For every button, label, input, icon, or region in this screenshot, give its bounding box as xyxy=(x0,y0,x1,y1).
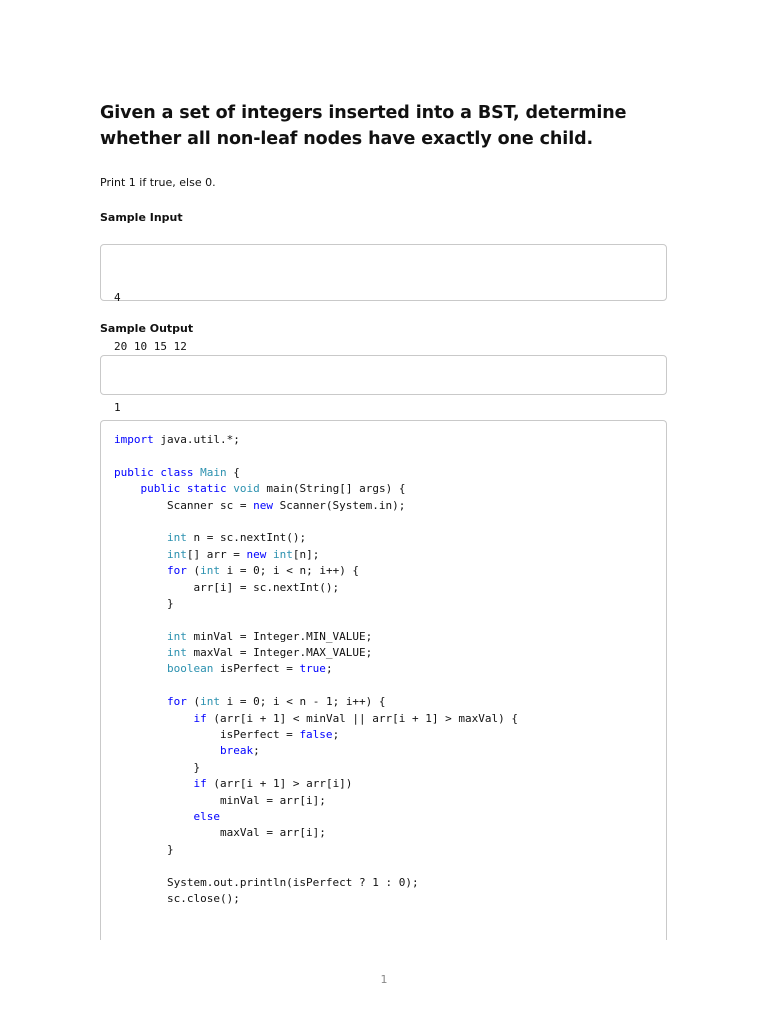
code-token: new xyxy=(246,547,267,561)
code-line xyxy=(114,776,653,792)
code-token: int xyxy=(272,547,293,561)
problem-statement: Print 1 if true, else 0. xyxy=(100,176,216,189)
code-token xyxy=(114,531,167,544)
code-token: true xyxy=(299,662,326,676)
code-token: int xyxy=(200,695,220,709)
code-token xyxy=(114,482,141,495)
code-line xyxy=(114,825,653,841)
code-token: ( xyxy=(186,695,201,709)
code-token: boolean xyxy=(166,662,214,676)
code-token: int xyxy=(200,564,220,578)
code-token xyxy=(114,548,167,561)
code-token xyxy=(114,777,193,790)
code-token xyxy=(114,646,167,659)
code-token: break xyxy=(219,744,254,758)
code-token xyxy=(114,662,167,675)
code-line xyxy=(114,596,653,612)
sample-input-line: 4 xyxy=(114,290,121,304)
page-number: 1 xyxy=(380,973,388,986)
code-token: import xyxy=(114,433,154,446)
sample-input-line: 20 10 15 12 xyxy=(114,340,187,354)
code-token: [] arr = xyxy=(186,547,247,561)
code-token: n = sc.nextInt(); xyxy=(186,531,307,545)
code-line xyxy=(114,694,653,710)
code-line xyxy=(114,875,653,891)
code-token xyxy=(114,712,193,725)
code-line xyxy=(114,891,653,907)
code-token: isPerfect = xyxy=(213,662,300,676)
code-token xyxy=(114,695,167,708)
code-token: Scanner(System.in); xyxy=(272,498,406,512)
code-line xyxy=(114,481,653,497)
code-token: i = 0; i < n; i++) { xyxy=(219,564,360,578)
code-line xyxy=(114,612,653,628)
code-line xyxy=(114,678,653,694)
code-token: ; xyxy=(332,728,340,742)
code-token: int xyxy=(166,629,187,643)
code-token: minVal = Integer.MIN_VALUE; xyxy=(186,629,373,643)
code-token xyxy=(114,630,167,643)
code-block xyxy=(100,420,667,940)
code-line xyxy=(114,858,653,874)
code-token: int xyxy=(166,646,187,660)
code-line xyxy=(114,563,653,579)
code-token xyxy=(114,744,220,757)
code-token: maxVal = arr[i]; xyxy=(114,826,326,840)
code-token: for xyxy=(166,564,187,578)
code-token: sc.close(); xyxy=(114,891,240,905)
code-token: ; xyxy=(325,662,333,676)
code-token: System.out.println(isPerfect ? 1 : 0); xyxy=(114,875,419,889)
code-line xyxy=(114,530,653,546)
code-token: minVal = arr[i]; xyxy=(114,793,326,807)
code-line xyxy=(114,514,653,530)
code-token: void xyxy=(233,482,260,496)
code-line xyxy=(114,448,653,464)
code-token: [n]; xyxy=(292,547,320,561)
code-line xyxy=(114,842,653,858)
code-line xyxy=(114,760,653,776)
code-token xyxy=(180,482,187,495)
code-line xyxy=(114,498,653,514)
code-line xyxy=(114,547,653,563)
code-line xyxy=(114,432,653,448)
code-token: main(String[] args) { xyxy=(259,482,406,496)
code-line xyxy=(114,629,653,645)
code-line xyxy=(114,793,653,809)
code-token: i = 0; i < n - 1; i++) { xyxy=(219,695,386,709)
code-token: int xyxy=(166,547,187,561)
code-line xyxy=(114,661,653,677)
document-page xyxy=(100,100,667,940)
code-token: } xyxy=(114,760,201,774)
code-token: public xyxy=(140,482,181,496)
code-token: } xyxy=(114,596,174,610)
code-token: if xyxy=(193,711,207,725)
problem-title: Given a set of integers inserted into a BST, determine whether all non-leaf nodes have exactly one child. xyxy=(100,103,627,149)
code-token: isPerfect = xyxy=(114,728,300,742)
code-token xyxy=(114,810,193,823)
code-token: new xyxy=(253,498,273,512)
code-token: if xyxy=(193,777,207,791)
code-token: arr[i] = sc.nextInt(); xyxy=(114,580,340,594)
code-line xyxy=(114,743,653,759)
code-token: ; xyxy=(253,744,260,758)
code-line xyxy=(114,711,653,727)
code-token: false xyxy=(299,728,333,742)
code-token: ( xyxy=(186,564,201,578)
code-line xyxy=(114,645,653,661)
sample-output-label: Sample Output xyxy=(100,322,194,335)
code-line xyxy=(114,809,653,825)
code-token: java.util.*; xyxy=(153,433,240,446)
code-token: maxVal = Integer.MAX_VALUE; xyxy=(186,646,373,660)
code-line xyxy=(114,727,653,743)
code-token: { xyxy=(226,465,240,479)
code-token: int xyxy=(166,531,187,545)
code-token: (arr[i + 1] < minVal || arr[i + 1] > maxVal) { xyxy=(206,711,518,725)
code-token: public xyxy=(114,465,154,479)
code-token: (arr[i + 1] > arr[i]) xyxy=(206,777,353,791)
code-line xyxy=(114,465,653,481)
code-token: Scanner sc = xyxy=(114,498,254,512)
code-token: class xyxy=(160,465,194,479)
sample-output-block xyxy=(100,355,667,414)
code-token: Main xyxy=(200,465,227,479)
code-token: } xyxy=(114,842,174,856)
code-token: else xyxy=(193,809,220,823)
code-token xyxy=(114,564,167,577)
code-token xyxy=(266,548,273,561)
code-line xyxy=(114,580,653,596)
code-token: static xyxy=(186,482,227,496)
code-token: for xyxy=(166,695,187,709)
sample-input-label: Sample Input xyxy=(100,211,183,224)
sample-output-line: 1 xyxy=(114,400,121,414)
